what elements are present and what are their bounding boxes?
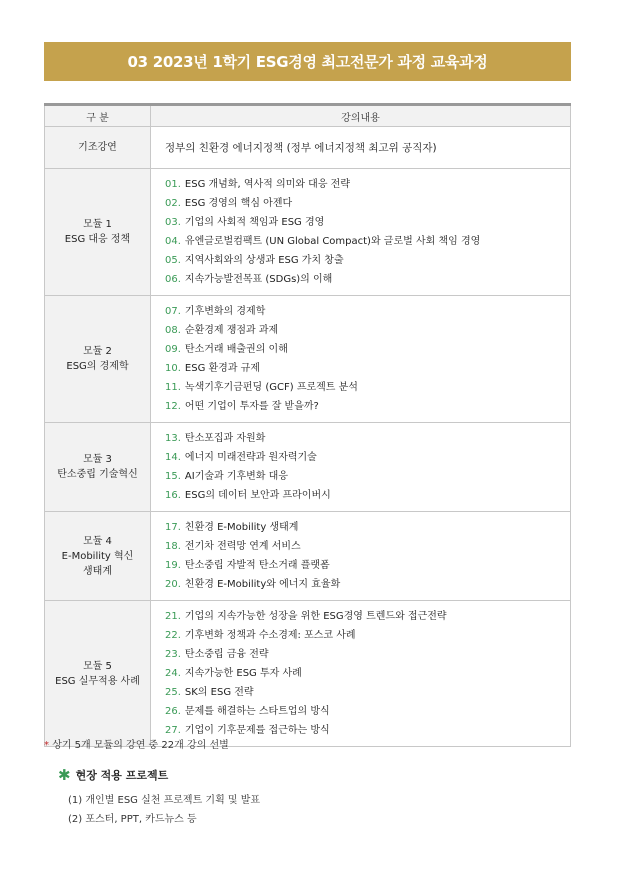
lecture-title: 탄소중립 자발적 탄소거래 플랫폼 <box>184 560 330 571</box>
lecture-title: 전기차 전력망 연계 서비스 <box>184 541 301 552</box>
lecture-title: 에너지 미래전략과 원자력기술 <box>184 452 317 463</box>
module-row <box>45 169 571 296</box>
module-label-line: E-Mobility 혁신 <box>61 550 134 562</box>
project-list <box>68 791 260 829</box>
lecture-title: 순환경제 쟁점과 과제 <box>184 325 279 336</box>
lecture-number: 14. <box>165 452 181 463</box>
lecture-title: 기업의 사회적 책임과 ESG 경영 <box>184 217 325 228</box>
lecture-number: 18. <box>165 541 181 552</box>
lecture-title: 기업의 지속가능한 성장을 위한 ESG경영 트렌드와 접근전략 <box>184 611 447 622</box>
lecture-number: 19. <box>165 560 181 571</box>
lecture-item <box>165 302 570 321</box>
module-category <box>45 169 151 296</box>
lecture-title: ESG 개념화, 역사적 의미와 대응 전략 <box>184 179 350 190</box>
lecture-number: 17. <box>165 522 181 533</box>
module-label-line: ESG의 경제학 <box>66 361 129 372</box>
lecture-item <box>165 607 570 626</box>
selection-note <box>44 736 229 751</box>
module-lectures <box>151 512 571 601</box>
lecture-item <box>165 664 570 683</box>
lecture-number: 15. <box>165 471 181 482</box>
module-label-line: 모듈 3 <box>83 454 112 465</box>
lecture-list <box>165 607 570 740</box>
lecture-number: 11. <box>165 382 181 393</box>
lecture-number: 26. <box>165 706 181 717</box>
lecture-item <box>165 683 570 702</box>
keynote-content <box>151 127 571 169</box>
lecture-title: ESG의 데이터 보안과 프라이버시 <box>184 490 331 501</box>
lecture-item <box>165 537 570 556</box>
project-title: 현장 적용 프로젝트 <box>75 769 169 782</box>
lecture-item <box>165 556 570 575</box>
project-heading <box>58 767 168 783</box>
note-text: 상기 5개 모듈의 강연 중 22개 강의 선별 <box>52 740 229 751</box>
lecture-title: 기업이 기후문제를 접근하는 방식 <box>184 725 330 736</box>
lecture-title: 지속가능발전목표 (SDGs)의 이해 <box>184 274 333 285</box>
module-label-line: ESG 실무적용 사례 <box>55 675 140 687</box>
module-category <box>45 423 151 512</box>
lecture-title: 지속가능한 ESG 투자 사례 <box>184 668 302 679</box>
lecture-number: 25. <box>165 687 181 698</box>
lecture-title: ESG 환경과 규제 <box>184 363 260 374</box>
lecture-item <box>165 321 570 340</box>
lecture-item <box>165 429 570 448</box>
lecture-number: 08. <box>165 325 181 336</box>
lecture-number: 10. <box>165 363 181 374</box>
module-label-line: 모듈 4 <box>83 535 112 547</box>
lecture-title: 친환경 E-Mobility 생태계 <box>184 522 299 533</box>
module-lectures <box>151 601 571 747</box>
lecture-title: 기후변화의 경제학 <box>184 306 266 317</box>
project-item: (1) 개인별 ESG 실천 프로젝트 기획 및 발표 <box>68 795 261 806</box>
lecture-number: 02. <box>165 198 181 209</box>
module-row <box>45 423 571 512</box>
lecture-title: 문제를 해결하는 스타트업의 방식 <box>184 706 330 717</box>
module-category <box>45 296 151 423</box>
page-banner-title: 03 2023년 1학기 ESG경영 최고전문가 과정 교육과정 <box>44 42 571 81</box>
lecture-number: 06. <box>165 274 181 285</box>
lecture-number: 21. <box>165 611 181 622</box>
lecture-title: ESG 경영의 핵심 아젠다 <box>184 198 293 209</box>
lecture-number: 13. <box>165 433 181 444</box>
module-label-line: 모듈 5 <box>83 660 112 672</box>
lecture-item <box>165 270 570 289</box>
keynote-text: 정부의 친환경 에너지정책 (정부 에너지정책 최고위 공직자) <box>165 142 437 154</box>
lecture-title: 기후변화 정책과 수소경제: 포스코 사례 <box>184 630 356 641</box>
module-label-line: 탄소중립 기술혁신 <box>57 469 138 480</box>
module-label-line: 모듈 2 <box>83 346 112 357</box>
lecture-title: 녹색기후기금펀딩 (GCF) 프로젝트 분석 <box>184 382 358 393</box>
lecture-item <box>165 448 570 467</box>
lecture-title: 탄소중립 금융 전략 <box>184 649 269 660</box>
lecture-item <box>165 397 570 416</box>
lecture-title: 탄소거래 배출권의 이해 <box>184 344 288 355</box>
project-item: (2) 포스터, PPT, 카드뉴스 등 <box>68 814 197 825</box>
curriculum-table <box>44 103 571 747</box>
module-row <box>45 512 571 601</box>
keynote-row <box>45 127 571 169</box>
module-lectures <box>151 169 571 296</box>
lecture-list <box>165 302 570 416</box>
module-label-line: 생태계 <box>83 565 112 577</box>
lecture-number: 05. <box>165 255 181 266</box>
lecture-title: SK의 ESG 전략 <box>184 687 254 698</box>
lecture-title: AI기술과 기후변화 대응 <box>184 471 288 482</box>
lecture-item <box>165 340 570 359</box>
lecture-item <box>165 232 570 251</box>
lecture-title: 지역사회와의 상생과 ESG 가치 창출 <box>184 255 344 266</box>
module-label-line: ESG 대응 정책 <box>64 234 131 245</box>
lecture-item <box>165 194 570 213</box>
header-content: 강의내용 <box>151 105 571 127</box>
lecture-item <box>165 575 570 594</box>
lecture-number: 09. <box>165 344 181 355</box>
lecture-item <box>165 645 570 664</box>
asterisk-icon: ✱ <box>58 765 71 784</box>
module-category <box>45 512 151 601</box>
module-row <box>45 601 571 747</box>
lecture-item <box>165 626 570 645</box>
table-header-row <box>45 105 571 127</box>
lecture-item <box>165 175 570 194</box>
lecture-item <box>165 518 570 537</box>
keynote-category: 기조강연 <box>45 127 151 169</box>
lecture-list <box>165 518 570 594</box>
module-category <box>45 601 151 747</box>
lecture-item <box>165 702 570 721</box>
lecture-item <box>165 213 570 232</box>
lecture-number: 27. <box>165 725 181 736</box>
lecture-number: 22. <box>165 630 181 641</box>
lecture-item <box>165 359 570 378</box>
lecture-item <box>165 251 570 270</box>
note-asterisk: * <box>44 740 49 751</box>
module-row <box>45 296 571 423</box>
module-label-line: 모듈 1 <box>83 219 112 230</box>
lecture-number: 16. <box>165 490 181 501</box>
lecture-number: 01. <box>165 179 181 190</box>
lecture-item <box>165 486 570 505</box>
lecture-item <box>165 467 570 486</box>
lecture-title: 유엔글로벌컴팩트 (UN Global Compact)와 글로벌 사회 책임 경영 <box>184 236 481 247</box>
lecture-title: 탄소포집과 자원화 <box>184 433 266 444</box>
header-category: 구 분 <box>45 105 151 127</box>
lecture-number: 24. <box>165 668 181 679</box>
lecture-number: 04. <box>165 236 181 247</box>
lecture-list <box>165 175 570 289</box>
lecture-title: 친환경 E-Mobility와 에너지 효율화 <box>184 579 341 590</box>
lecture-number: 03. <box>165 217 181 228</box>
lecture-title: 어떤 기업이 투자를 잘 받을까? <box>184 401 319 412</box>
lecture-number: 12. <box>165 401 181 412</box>
lecture-item <box>165 378 570 397</box>
lecture-number: 23. <box>165 649 181 660</box>
module-lectures <box>151 296 571 423</box>
lecture-number: 20. <box>165 579 181 590</box>
lecture-number: 07. <box>165 306 181 317</box>
lecture-list <box>165 429 570 505</box>
module-lectures <box>151 423 571 512</box>
